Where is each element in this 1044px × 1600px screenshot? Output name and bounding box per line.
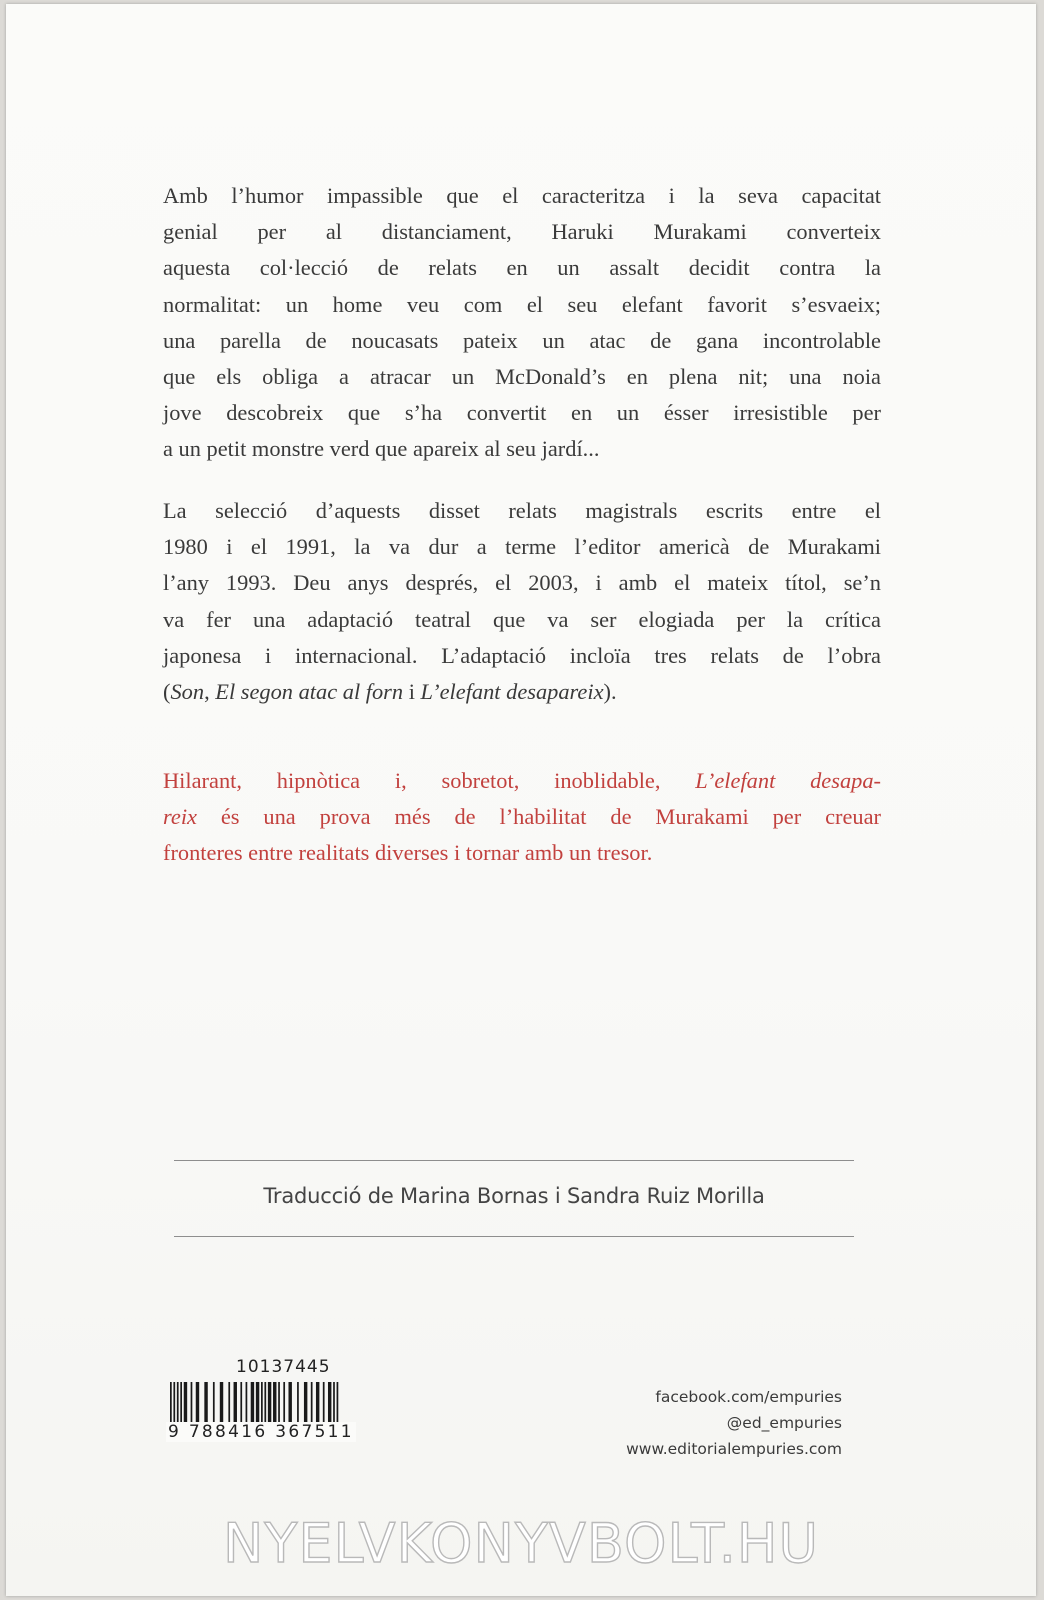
blurb-line: va fer una adaptació teatral que va ser elogiada per la crítica (163, 606, 881, 632)
separator: i (403, 679, 421, 705)
blurb-paragraph-2 (163, 493, 881, 710)
barcode-bar (297, 1382, 299, 1424)
book-title-italic: L’elefant desapa- (695, 768, 881, 793)
blurb-line: Amb l’humor impassible que el caracteritza i la seva capacitat (163, 183, 881, 208)
blurb-line: normalitat: un home veu com el seu elefant favorit s’esvaeix; (163, 291, 881, 317)
barcode-bar (204, 1382, 207, 1424)
barcode-bar (191, 1382, 193, 1424)
highlight-line: fronteres entre realitats diverses i tornar amb un tresor. (163, 840, 653, 866)
story-title-segon-atac: El segon atac al forn (215, 679, 404, 705)
barcode-bar (246, 1382, 248, 1424)
watermark-text: NYELVKONYVBOLT.HU (223, 1512, 819, 1575)
blurb-highlight-paragraph (163, 763, 881, 872)
separator: , (204, 679, 216, 705)
barcode-bar (180, 1382, 182, 1424)
barcode-bar (220, 1382, 223, 1424)
book-title-italic: reix (163, 804, 197, 830)
blurb-line: 1980 i el 1991, la va dur a terme l’editor americà de Murakami (163, 534, 881, 560)
paren-open: ( (163, 679, 171, 705)
barcode-bar (173, 1382, 175, 1424)
twitter-handle[interactable]: @ed_empuries (726, 1414, 842, 1432)
barcode-bar (196, 1382, 199, 1424)
barcode-bar (264, 1382, 266, 1424)
highlight-line (163, 799, 881, 835)
barcode-bar (251, 1382, 254, 1424)
barcode-bar (273, 1382, 276, 1424)
isbn-digits: 9 788416 367511 (168, 1422, 354, 1442)
barcode-bar (288, 1382, 291, 1424)
barcode-icon (170, 1382, 340, 1424)
blurb-line: jove descobreix que s’ha convertit en un ésser irresistible per (163, 400, 881, 426)
publisher-contacts (626, 1384, 842, 1462)
barcode-bar (177, 1382, 179, 1424)
blurb-line-titles (163, 674, 881, 710)
barcode-bar (328, 1382, 331, 1424)
barcode-bar (316, 1382, 319, 1424)
blurb-paragraph-1 (163, 178, 881, 468)
story-title-elefant: L’elefant desapareix (420, 679, 604, 705)
divider-top (174, 1160, 854, 1161)
highlight-text: és una prova més de l’habilitat de Murakami per creuar (196, 804, 881, 830)
book-back-cover (6, 4, 1036, 1596)
website-link[interactable]: www.editorialempuries.com (626, 1440, 842, 1458)
blurb-line: japonesa i internacional. L’adaptació incloïa tres relats de l’obra (163, 642, 881, 668)
blurb-line: que els obliga a atracar un McDonald’s en plena nit; una noia (163, 364, 881, 390)
barcode-bar (268, 1382, 271, 1424)
barcode-bar (323, 1382, 325, 1424)
blurb-line: a un petit monstre verd que apareix al seu jardí... (163, 436, 600, 462)
barcode-bar (337, 1382, 339, 1424)
barcode-bar (261, 1382, 263, 1424)
highlight-line (163, 763, 881, 799)
barcode-bar (333, 1382, 335, 1424)
translation-credits: Traducció de Marina Bornas i Sandra Ruiz Morilla (263, 1184, 765, 1208)
barcode-bar (311, 1382, 313, 1424)
blurb-line: l’any 1993. Deu anys després, el 2003, i amb el mateix títol, se’n (163, 570, 881, 596)
blurb-line: aquesta col·lecció de relats en un assalt decidit contra la (163, 255, 881, 281)
barcode-bar (278, 1382, 280, 1424)
paren-close: ). (603, 679, 617, 705)
barcode-bar (283, 1382, 285, 1424)
barcode-bar (304, 1382, 307, 1424)
facebook-link[interactable]: facebook.com/empuries (655, 1388, 842, 1406)
blurb-line: La selecció d’aquests disset relats magistrals escrits entre el (163, 498, 881, 523)
barcode-bar (240, 1382, 242, 1424)
blurb-line: una parella de noucasats pateix un atac de gana incontrolable (163, 327, 881, 353)
divider-bottom (174, 1236, 854, 1237)
barcode-bar (213, 1382, 215, 1424)
barcode-bar (256, 1382, 259, 1424)
barcode-bar (184, 1382, 187, 1424)
barcode-code-top: 10137445 (236, 1357, 331, 1377)
barcode-bar (170, 1382, 172, 1424)
story-title-son: Son (170, 679, 205, 705)
barcode-bar (228, 1382, 230, 1424)
highlight-text: Hilarant, hipnòtica i, sobretot, inoblidable, (163, 768, 696, 793)
blurb-line: genial per al distanciament, Haruki Murakami converteix (163, 219, 881, 245)
barcode-bar (234, 1382, 237, 1424)
